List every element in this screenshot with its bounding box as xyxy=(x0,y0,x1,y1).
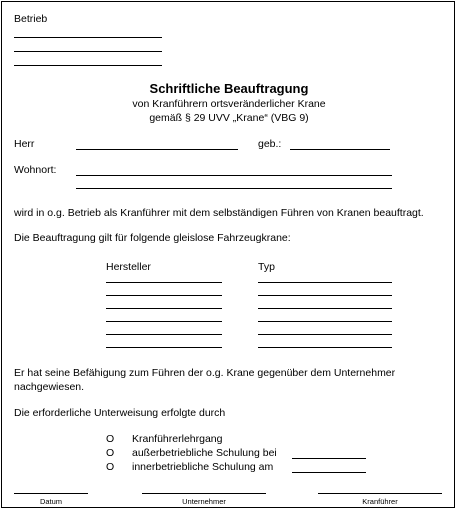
datum-label: Datum xyxy=(39,497,63,506)
typ-field[interactable] xyxy=(258,334,392,335)
paragraph-beauftragt: wird in o.g. Betrieb als Kranführer mit dem selbständigen Führen von Kranen beauftragt. xyxy=(14,207,424,219)
typ-field[interactable] xyxy=(258,321,392,322)
hersteller-field[interactable] xyxy=(106,334,222,335)
hersteller-field[interactable] xyxy=(106,308,222,309)
datum-line[interactable] xyxy=(14,493,88,494)
form-subtitle-1: von Kranführern ortsveränderlicher Krane xyxy=(132,98,326,110)
option-ausserbetrieblich-label: außerbetriebliche Schulung bei xyxy=(132,447,277,459)
form-subtitle-2: gemäß § 29 UVV „Krane“ (VBG 9) xyxy=(149,112,309,124)
betrieb-line-1[interactable] xyxy=(14,37,162,38)
hersteller-field[interactable] xyxy=(106,295,222,296)
wohnort-field-1[interactable] xyxy=(76,175,392,176)
form-title: Schriftliche Beauftragung xyxy=(149,81,309,96)
typ-header: Typ xyxy=(258,261,275,273)
ausserbetrieblich-field[interactable] xyxy=(292,458,366,459)
beauftragung-form xyxy=(1,1,455,508)
herr-label: Herr xyxy=(14,138,35,150)
unternehmer-label: Unternehmer xyxy=(182,497,226,506)
hersteller-field[interactable] xyxy=(106,282,222,283)
paragraph-unterweisung: Die erforderliche Unterweisung erfolgte durch xyxy=(14,407,226,419)
kranfuehrer-label: Kranführer xyxy=(362,497,398,506)
option-innerbetrieblich-label: innerbetriebliche Schulung am xyxy=(132,461,274,473)
herr-field[interactable] xyxy=(76,149,238,150)
geb-field[interactable] xyxy=(290,149,390,150)
betrieb-line-3[interactable] xyxy=(14,65,162,66)
typ-field[interactable] xyxy=(258,295,392,296)
typ-field[interactable] xyxy=(258,282,392,283)
betrieb-label: Betrieb xyxy=(14,13,48,25)
typ-field[interactable] xyxy=(258,308,392,309)
typ-field[interactable] xyxy=(258,347,392,348)
paragraph-befaehigung-2: nachgewiesen. xyxy=(14,381,85,393)
kranfuehrer-line[interactable] xyxy=(318,493,442,494)
hersteller-header: Hersteller xyxy=(106,261,151,273)
wohnort-label: Wohnort: xyxy=(14,164,57,176)
option-bullet-lehrgang[interactable]: O xyxy=(106,433,115,445)
unternehmer-line[interactable] xyxy=(142,493,266,494)
innerbetrieblich-field[interactable] xyxy=(292,472,366,473)
hersteller-field[interactable] xyxy=(106,347,222,348)
wohnort-field-2[interactable] xyxy=(76,188,392,189)
option-bullet-ausserbetrieblich[interactable]: O xyxy=(106,447,115,459)
geb-label: geb.: xyxy=(258,138,282,150)
option-lehrgang-label: Kranführerlehrgang xyxy=(132,433,223,445)
paragraph-befaehigung-1: Er hat seine Befähigung zum Führen der o.g. Krane gegenüber dem Unternehmer xyxy=(14,367,396,379)
betrieb-line-2[interactable] xyxy=(14,51,162,52)
option-bullet-innerbetrieblich[interactable]: O xyxy=(106,461,115,473)
hersteller-field[interactable] xyxy=(106,321,222,322)
paragraph-fahrzeugkrane: Die Beauftragung gilt für folgende gleislose Fahrzeugkrane: xyxy=(14,232,291,244)
